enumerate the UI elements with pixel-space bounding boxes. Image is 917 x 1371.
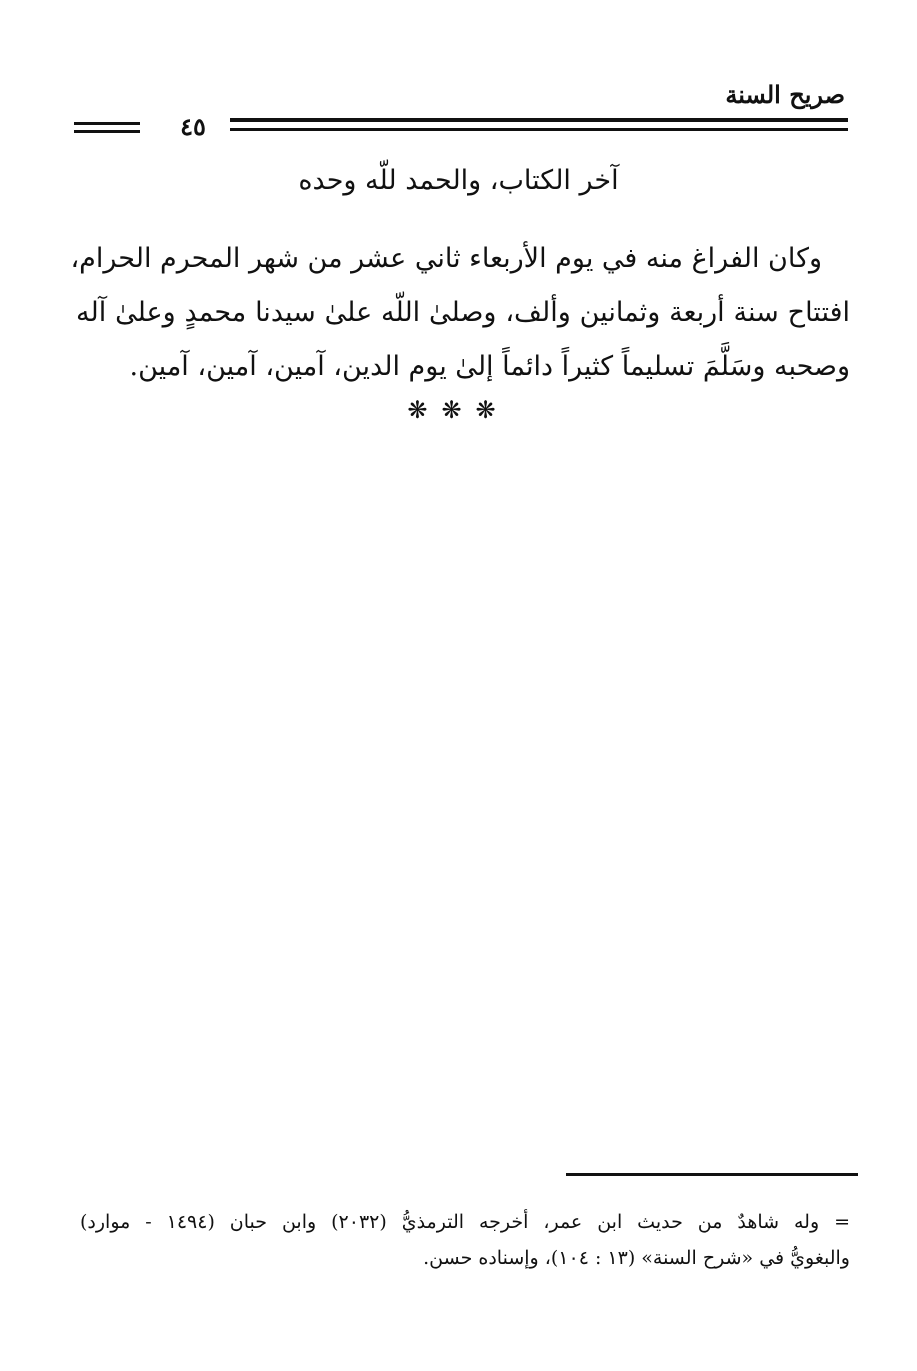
footnote-line: = وله شاهدٌ من حديث ابن عمر، أخرجه الترمذيُّ (٢٠٣٢) وابن حبان (١٤٩٤ - موارد)	[80, 1211, 851, 1233]
colophon-line: وصحبه وسَلَّمَ تسليماً كثيراً دائماً إلىٰ يوم الدين، آمين، آمين، آمين.	[129, 351, 850, 382]
section-separator-stars: ❋❋❋	[407, 396, 510, 424]
running-title: صريح السنة	[725, 80, 845, 109]
header-rule-left-bottom	[74, 130, 140, 133]
page-number: ٤٥	[180, 112, 206, 141]
footnote-line: والبغويُّ في «شرح السنة» (١٣ : ١٠٤)، وإسناده حسن.	[423, 1247, 850, 1269]
colophon-line: افتتاح سنة أربعة وثمانين وألف، وصلىٰ اللّه علىٰ سيدنا محمدٍ وعلىٰ آله	[76, 297, 850, 328]
footnote	[80, 1204, 850, 1276]
closing-line: آخر الكتاب، والحمد للّه وحده	[298, 165, 619, 196]
header-rule-left-top	[74, 122, 140, 125]
colophon-paragraph	[70, 232, 850, 394]
colophon-line: وكان الفراغ منه في يوم الأربعاء ثاني عشر من شهر المحرم الحرام،	[70, 243, 822, 274]
footnote-rule	[566, 1173, 858, 1176]
header-rule-right-bottom	[230, 128, 848, 131]
header-rule-right-top	[230, 118, 848, 122]
